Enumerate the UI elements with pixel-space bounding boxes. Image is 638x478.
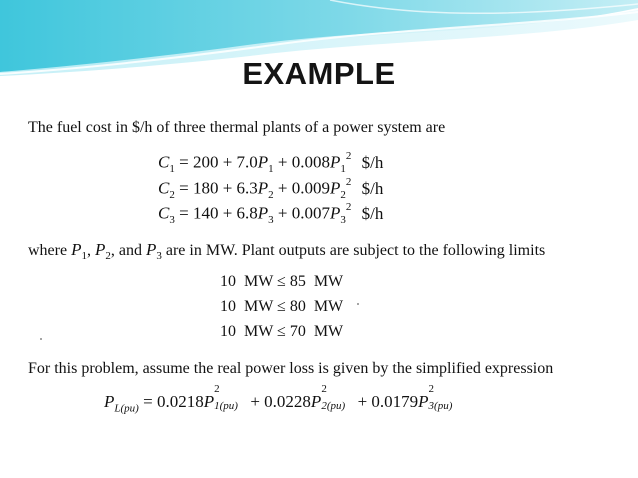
intro-text: The fuel cost in $/h of three thermal plants of a power system are	[28, 119, 446, 136]
power-loss-equation: $P_{L(pu)} = 0.0218P$ 2 1(pu) + 0.0228P 2 2(pu) + 0.0179P 2 3(pu)	[104, 383, 453, 415]
cost-unit: $/h	[361, 203, 384, 223]
cost-equation-3: $C_3 = 140 + 6.8P_3 + 0.007P_3^2$ $/h	[158, 201, 384, 227]
cost-unit: $/h	[361, 178, 384, 198]
scan-speck	[357, 303, 359, 305]
cost-unit: $/h	[361, 152, 384, 172]
scan-speck	[40, 338, 42, 340]
limit-row-1: 10 MW ≤ 85 MW	[220, 273, 344, 290]
where-text: where $P_1$, $P_2$, and $P_3$ are in MW. Plant outputs are subject to the following limits	[28, 240, 546, 263]
loss-intro-text: For this problem, assume the real power loss is given by the simplified expression	[28, 360, 554, 377]
limit-row-3: 10 MW ≤ 70 MW	[220, 323, 344, 340]
slide-title: EXAMPLE	[242, 56, 396, 91]
limit-row-2: 10 MW ≤ 80 MW	[220, 298, 344, 315]
cost-equation-1: $C_1 = 200 + 7.0P_1 + 0.008P_1^2$ $/h	[158, 150, 384, 176]
cost-equation-2: $C_2 = 180 + 6.3P_2 + 0.009P_2^2$ $/h	[158, 176, 384, 202]
